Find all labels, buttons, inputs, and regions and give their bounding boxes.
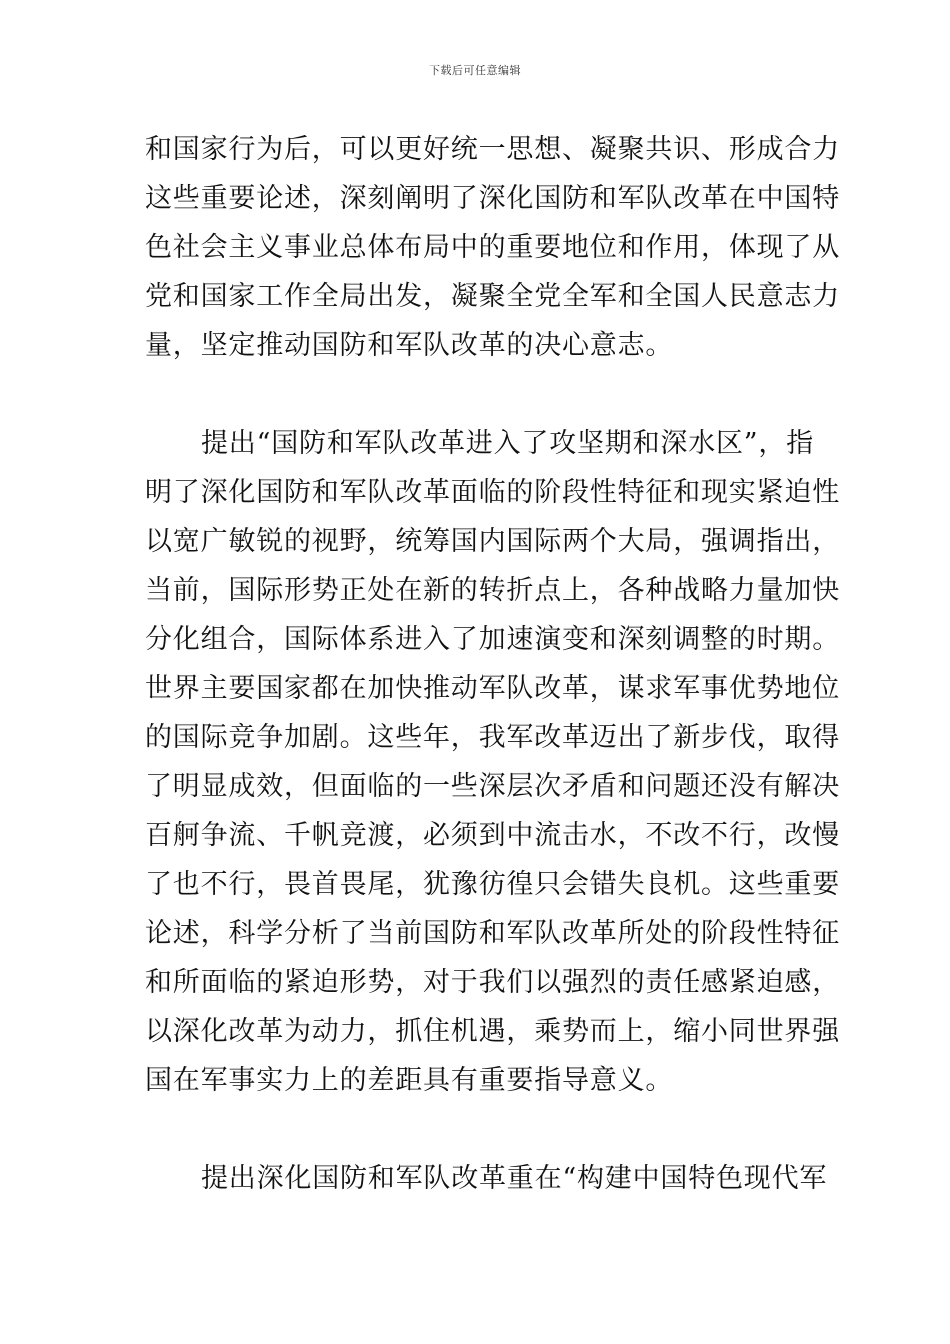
paragraph-2-line-9: 百舸争流、千帆竞渡，必须到中流击水，不改不行，改慢	[145, 820, 840, 851]
paragraph-2-line-4: 当前，国际形势正处在新的转折点上，各种战略力量加快	[145, 575, 840, 606]
paragraph-1-line-3: 色社会主义事业总体布局中的重要地位和作用，体现了从	[145, 232, 840, 263]
paragraph-1-line-2: 这些重要论述，深刻阐明了深化国防和军队改革在中国特	[145, 183, 840, 214]
paragraph-2-line-2: 明了深化国防和军队改革面临的阶段性特征和现实紧迫性	[145, 477, 840, 508]
page-header: 下载后可任意编辑	[429, 64, 521, 77]
paragraph-2-line-6: 世界主要国家都在加快推动军队改革，谋求军事优势地位	[145, 673, 840, 704]
paragraph-2-line-10: 了也不行，畏首畏尾，犹豫彷徨只会错失良机。这些重要	[145, 869, 840, 900]
paragraph-1-line-4: 党和国家工作全局出发，凝聚全党全军和全国人民意志力	[145, 281, 840, 312]
paragraph-1-line-5: 量，坚定推动国防和军队改革的决心意志。	[145, 330, 674, 361]
paragraph-2-line-12: 和所面临的紧迫形势，对于我们以强烈的责任感紧迫感，	[145, 967, 840, 998]
paragraph-2-line-1: 提出“国防和军队改革进入了攻坚期和深水区”，指	[201, 428, 815, 459]
document-body	[145, 125, 840, 1203]
paragraph-2-line-13: 以深化改革为动力，抓住机遇，乘势而上，缩小同世界强	[145, 1016, 840, 1047]
paragraph-2-line-14: 国在军事实力上的差距具有重要指导意义。	[145, 1065, 674, 1096]
paragraph-2-line-8: 了明显成效，但面临的一些深层次矛盾和问题还没有解决	[145, 771, 840, 802]
paragraph-2-line-11: 论述，科学分析了当前国防和军队改革所处的阶段性特征	[145, 918, 840, 949]
paragraph-2-line-5: 分化组合，国际体系进入了加速演变和深刻调整的时期。	[145, 624, 840, 655]
paragraph-1-line-1: 和国家行为后，可以更好统一思想、凝聚共识、形成合力	[145, 134, 840, 165]
paragraph-spacer	[145, 1105, 811, 1154]
paragraph-2-line-7: 的国际竞争加剧。这些年，我军改革迈出了新步伐，取得	[145, 722, 840, 753]
paragraph-2-line-3: 以宽广敏锐的视野，统筹国内国际两个大局，强调指出，	[145, 526, 840, 557]
paragraph-spacer	[145, 370, 811, 419]
paragraph-3-line-1: 提出深化国防和军队改革重在“构建中国特色现代军	[201, 1163, 828, 1194]
